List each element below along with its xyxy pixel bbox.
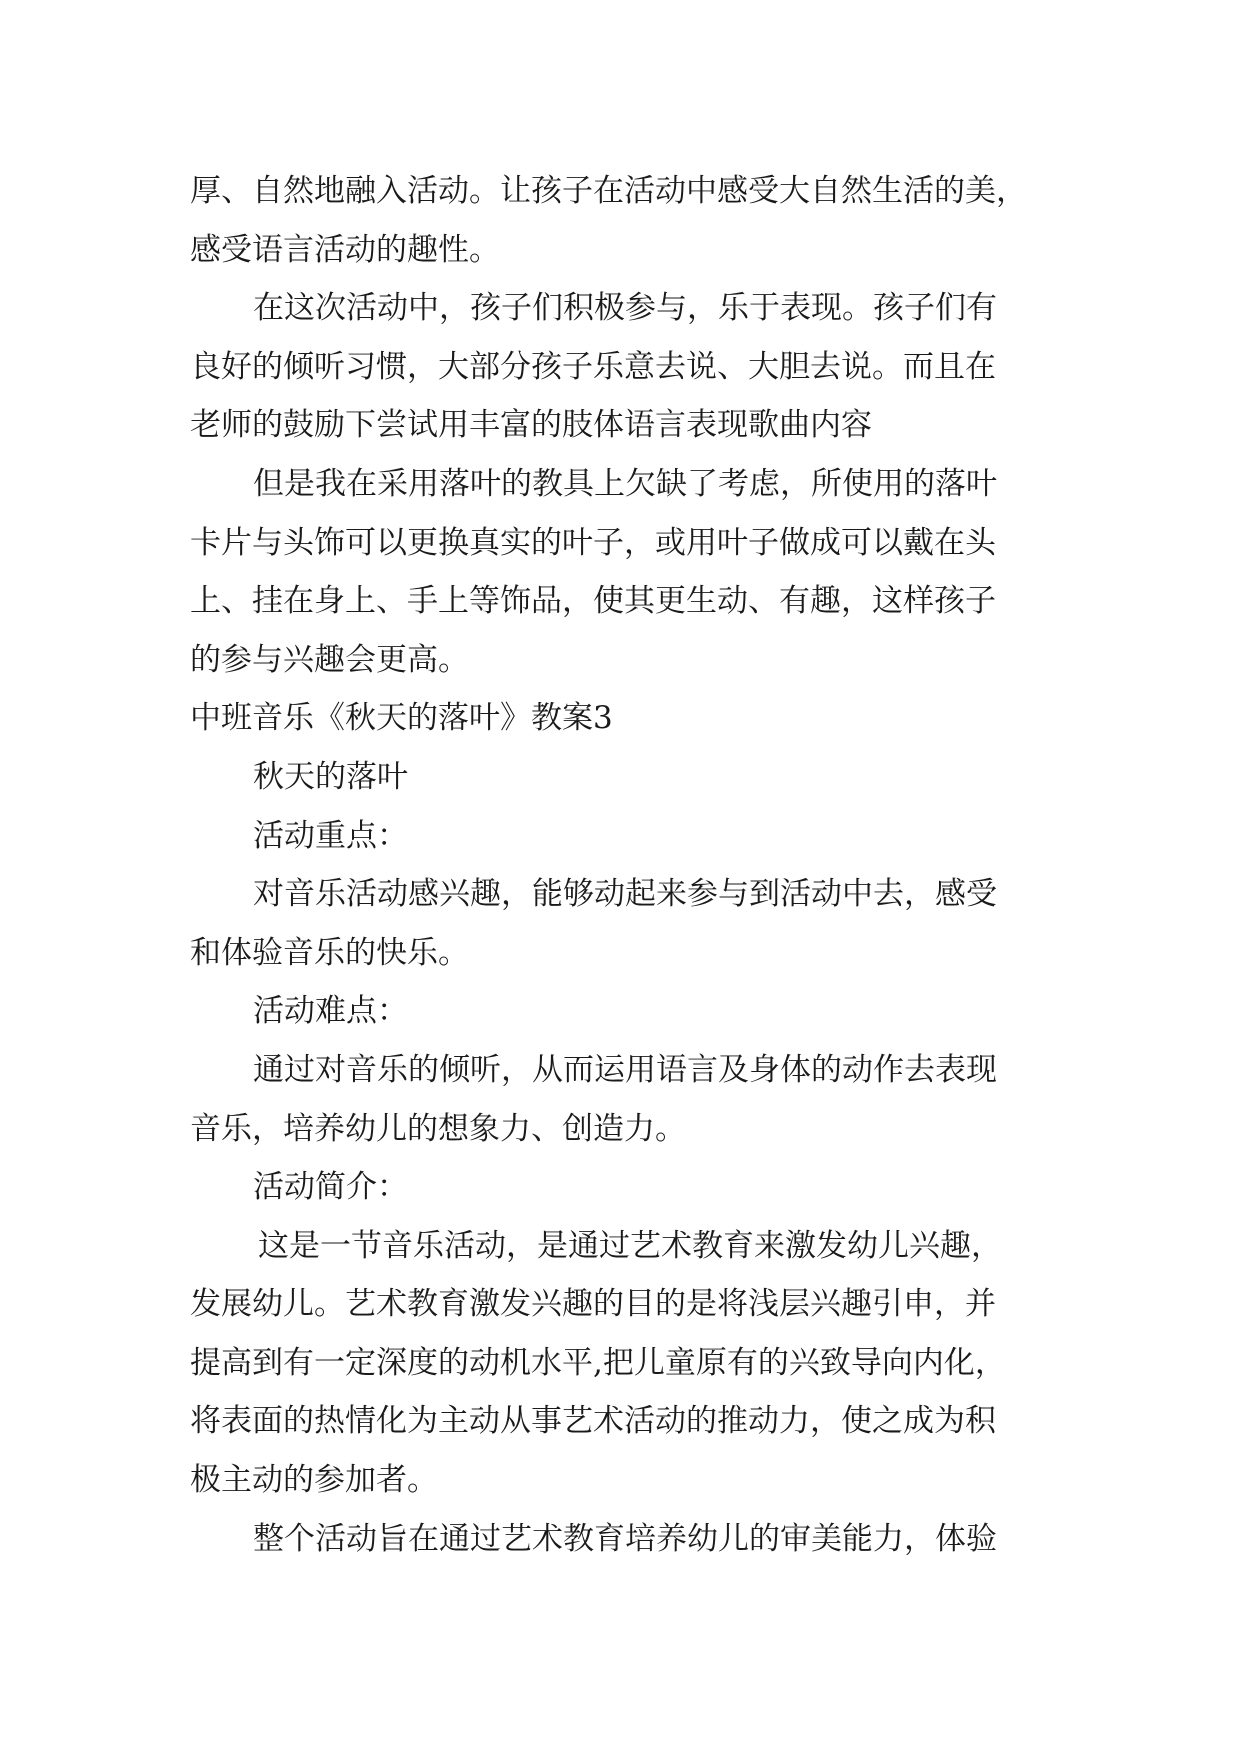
subheading-difficulty: 活动难点：: [253, 993, 408, 1030]
body-line: 将表面的热情化为主动从事艺术活动的推动力，使之成为积: [190, 1403, 996, 1440]
body-line: 上、挂在身上、手上等饰品，使其更生动、有趣，这样孩子: [190, 583, 996, 620]
body-line: 良好的倾听习惯，大部分孩子乐意去说、大胆去说。而且在: [190, 348, 996, 385]
paragraph-start-line: 在这次活动中，孩子们积极参与，乐于表现。孩子们有: [253, 290, 997, 327]
body-line: 的参与兴趣会更高。: [190, 641, 469, 678]
paragraph-start-line: 通过对音乐的倾听，从而运用语言及身体的动作去表现: [253, 1051, 997, 1088]
paragraph-start-line: 整个活动旨在通过艺术教育培养幼儿的审美能力，体验: [253, 1520, 997, 1557]
body-line: 和体验音乐的快乐。: [190, 934, 469, 971]
body-line: 发展幼儿。艺术教育激发兴趣的目的是将浅层兴趣引申，并: [190, 1286, 996, 1323]
body-line: 厚、自然地融入活动。让孩子在活动中感受大自然生活的美，: [190, 173, 1027, 209]
lesson-title: 秋天的落叶: [253, 758, 408, 795]
subheading-intro: 活动简介：: [253, 1169, 408, 1206]
paragraph-start-line: 但是我在采用落叶的教具上欠缺了考虑，所使用的落叶: [253, 465, 997, 502]
body-line: 卡片与头饰可以更换真实的叶子，或用叶子做成可以戴在头: [190, 524, 996, 561]
paragraph-start-line: 这是一节音乐活动，是通过艺术教育来激发幼儿兴趣，: [258, 1227, 1002, 1264]
subheading-focus: 活动重点：: [253, 817, 408, 854]
body-line: 极主动的参加者。: [190, 1462, 438, 1499]
body-line: 音乐，培养幼儿的想象力、创造力。: [190, 1110, 686, 1147]
paragraph-start-line: 对音乐活动感兴趣，能够动起来参与到活动中去，感受: [253, 876, 997, 913]
body-line: 老师的鼓励下尝试用丰富的肢体语言表现歌曲内容: [190, 407, 872, 444]
body-line: 提高到有一定深度的动机水平,把儿童原有的兴致导向内化，: [190, 1344, 1006, 1381]
document-body: [190, 162, 1060, 1568]
body-line: 感受语言活动的趣性。: [190, 231, 500, 268]
section-heading: 中班音乐《秋天的落叶》教案3: [190, 700, 613, 737]
